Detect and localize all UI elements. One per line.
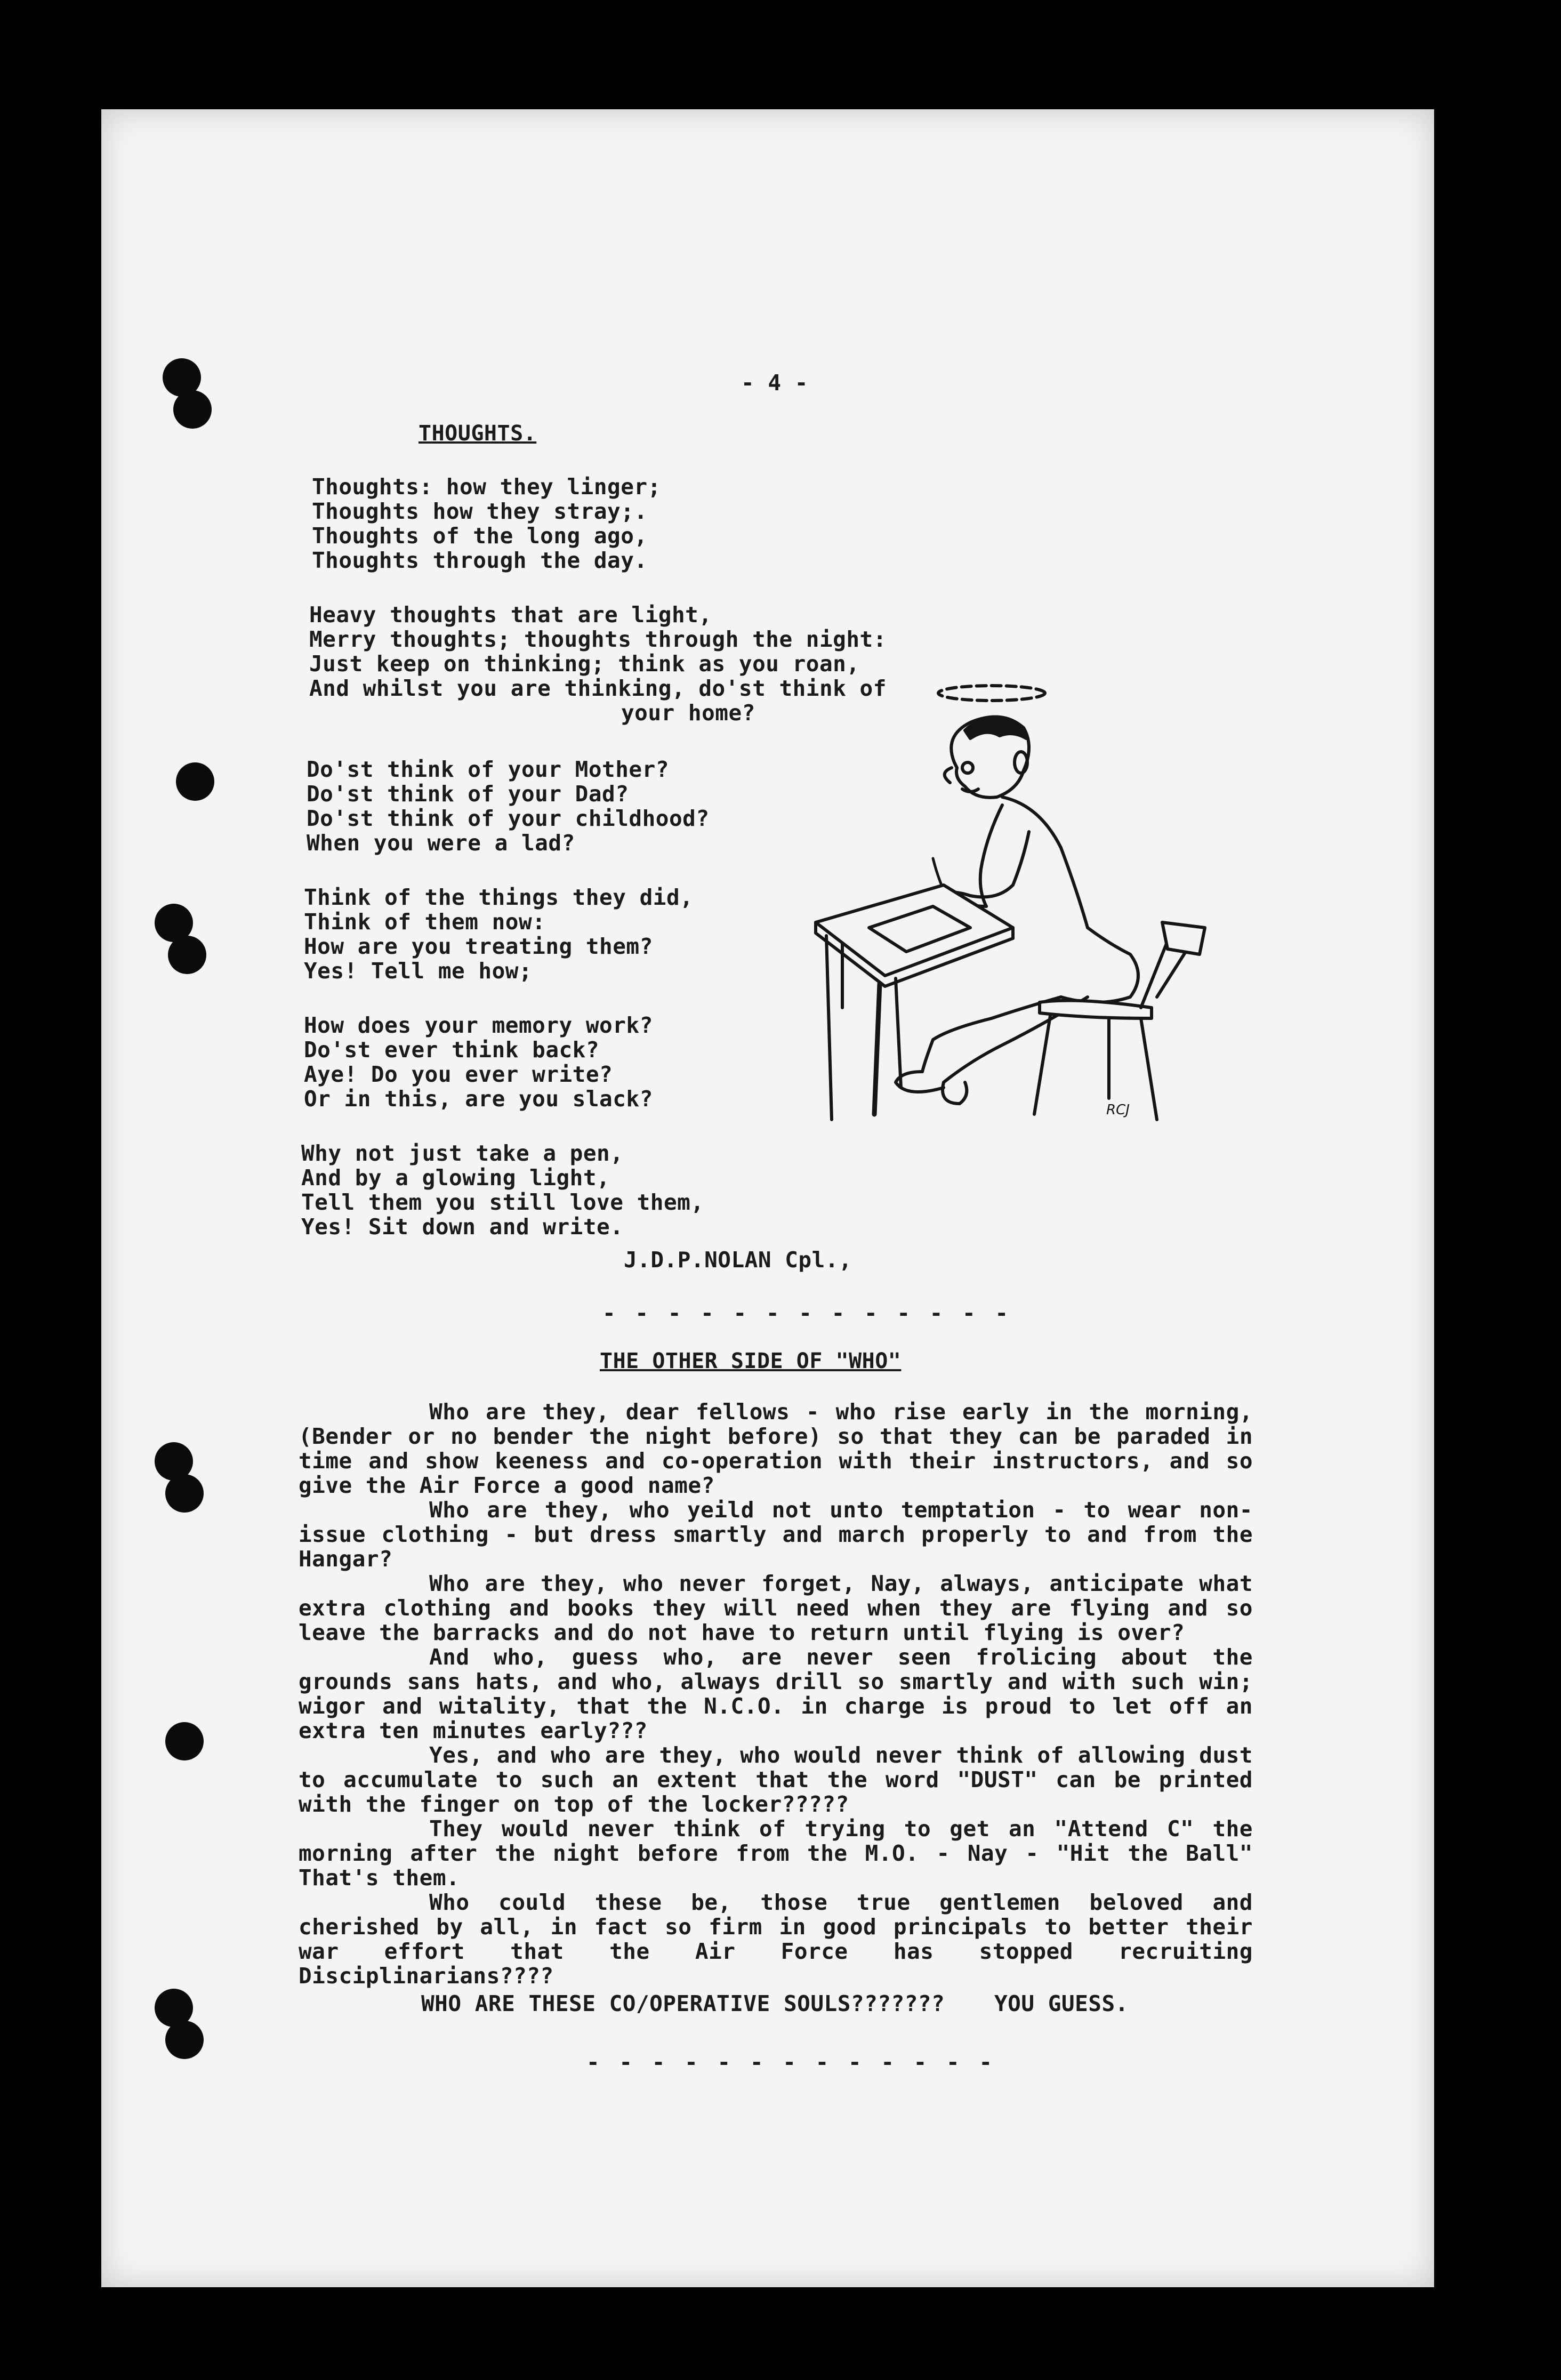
binder-hole <box>168 936 206 974</box>
poem-line: Merry thoughts; thoughts through the night: <box>309 626 887 652</box>
poem-line: Just keep on thinking; think as you roan, <box>309 651 860 677</box>
poem-line: Do'st think of your childhood? <box>307 806 710 831</box>
closing-question: WHO ARE THESE CO/OPERATIVE SOULS??????? <box>421 1991 945 2016</box>
poem-line: How are you treating them? <box>304 934 653 959</box>
poem-line: Heavy thoughts that are light, <box>309 602 712 628</box>
poem-line: Think of the things they did, <box>304 885 694 910</box>
poem-stanza-3 <box>307 757 710 855</box>
article-paragraph: And who, guess who, are never seen frolicing about the grounds sans hats, and who, always drill so smartly and with such win; wigor and witality, that the N.C.O. in charge is proud to let off an extra ten minutes early??? <box>299 1644 1253 1743</box>
poem-line: Yes! Tell me how; <box>304 958 533 984</box>
poem-line: Do'st think of your Dad? <box>307 781 629 807</box>
article-paragraph: Who are they, who never forget, Nay, always, anticipate what extra clothing and books they will need when they are flying and so leave the barracks and do not have to return until flying is over? <box>299 1571 1253 1645</box>
poem-line: And whilst you are thinking, do'st think of <box>309 676 887 701</box>
poem-line: Thoughts of the long ago, <box>312 523 648 549</box>
poem-line: Do'st think of your Mother? <box>307 757 669 782</box>
article-title: THE OTHER SIDE OF "WHO" <box>600 1349 902 1373</box>
poem-stanza-5 <box>304 1013 653 1111</box>
poem-stanza-1 <box>312 475 661 573</box>
poem-stanza-6 <box>301 1141 704 1239</box>
poem-stanza-2 <box>309 602 887 725</box>
article-paragraph: They would never think of trying to get an "Attend C" the morning after the night before from the M.O. - Nay - "Hit the Ball" That's them. <box>299 1816 1253 1891</box>
illustration-signature: RCJ <box>1106 1102 1130 1118</box>
poem-line: Or in this, are you slack? <box>304 1086 653 1112</box>
section-separator: - - - - - - - - - - - - - <box>602 1300 1012 1326</box>
binder-hole <box>165 1474 204 1513</box>
article-paragraph: Who are they, who yeild not unto temptation - to wear non-issue clothing - but dress smartly and march properly to and from the Hangar? <box>299 1497 1253 1572</box>
poem-line: Aye! Do you ever write? <box>304 1062 613 1087</box>
poem-stanza-4 <box>304 885 693 983</box>
poem-line: Yes! Sit down and write. <box>301 1214 624 1240</box>
poem-line: Think of them now: <box>304 909 546 935</box>
man-writing-illustration <box>810 677 1232 1141</box>
closing-answer: YOU GUESS. <box>994 1991 1129 2016</box>
poem-author: J.D.P.NOLAN Cpl., <box>624 1247 852 1273</box>
binder-hole <box>165 1722 204 1760</box>
poem-line: How does your memory work? <box>304 1012 653 1038</box>
poem-line: Why not just take a pen, <box>301 1140 624 1166</box>
article-paragraph: Who are they, dear fellows - who rise early in the morning, (Bender or no bender the night before) so that they can be paraded in time and show keeness and co-operation with their instructors, and so give the Air Force a good name? <box>299 1399 1253 1498</box>
poem-line: Thoughts through the day. <box>312 548 648 573</box>
poem-line: Thoughts: how they linger; <box>312 474 661 500</box>
binder-hole <box>176 762 214 801</box>
poem-line: your home? <box>621 700 755 726</box>
article-paragraph: Yes, and who are they, who would never think of allowing dust to accumulate to such an extent that the word "DUST" can be printed with the finger on top of the locker????? <box>299 1742 1253 1817</box>
poem-line: When you were a lad? <box>307 830 575 856</box>
page-number: - 4 - <box>741 370 808 396</box>
binder-hole <box>173 390 212 429</box>
poem-line: And by a glowing light, <box>301 1165 610 1191</box>
poem-title: THOUGHTS. <box>419 421 537 446</box>
section-separator: - - - - - - - - - - - - - <box>586 2049 996 2075</box>
poem-line: Tell them you still love them, <box>301 1189 704 1215</box>
article-paragraph: Who could these be, those true gentlemen beloved and cherished by all, in fact so firm in good principals to better their war effort that the Air Force has stopped recruiting Disciplinarians???? <box>299 1889 1253 1989</box>
poem-line: Thoughts how they stray;. <box>312 498 648 524</box>
article-body <box>299 1400 1253 1988</box>
poem-line: Do'st ever think back? <box>304 1037 600 1063</box>
binder-hole <box>165 2021 204 2059</box>
